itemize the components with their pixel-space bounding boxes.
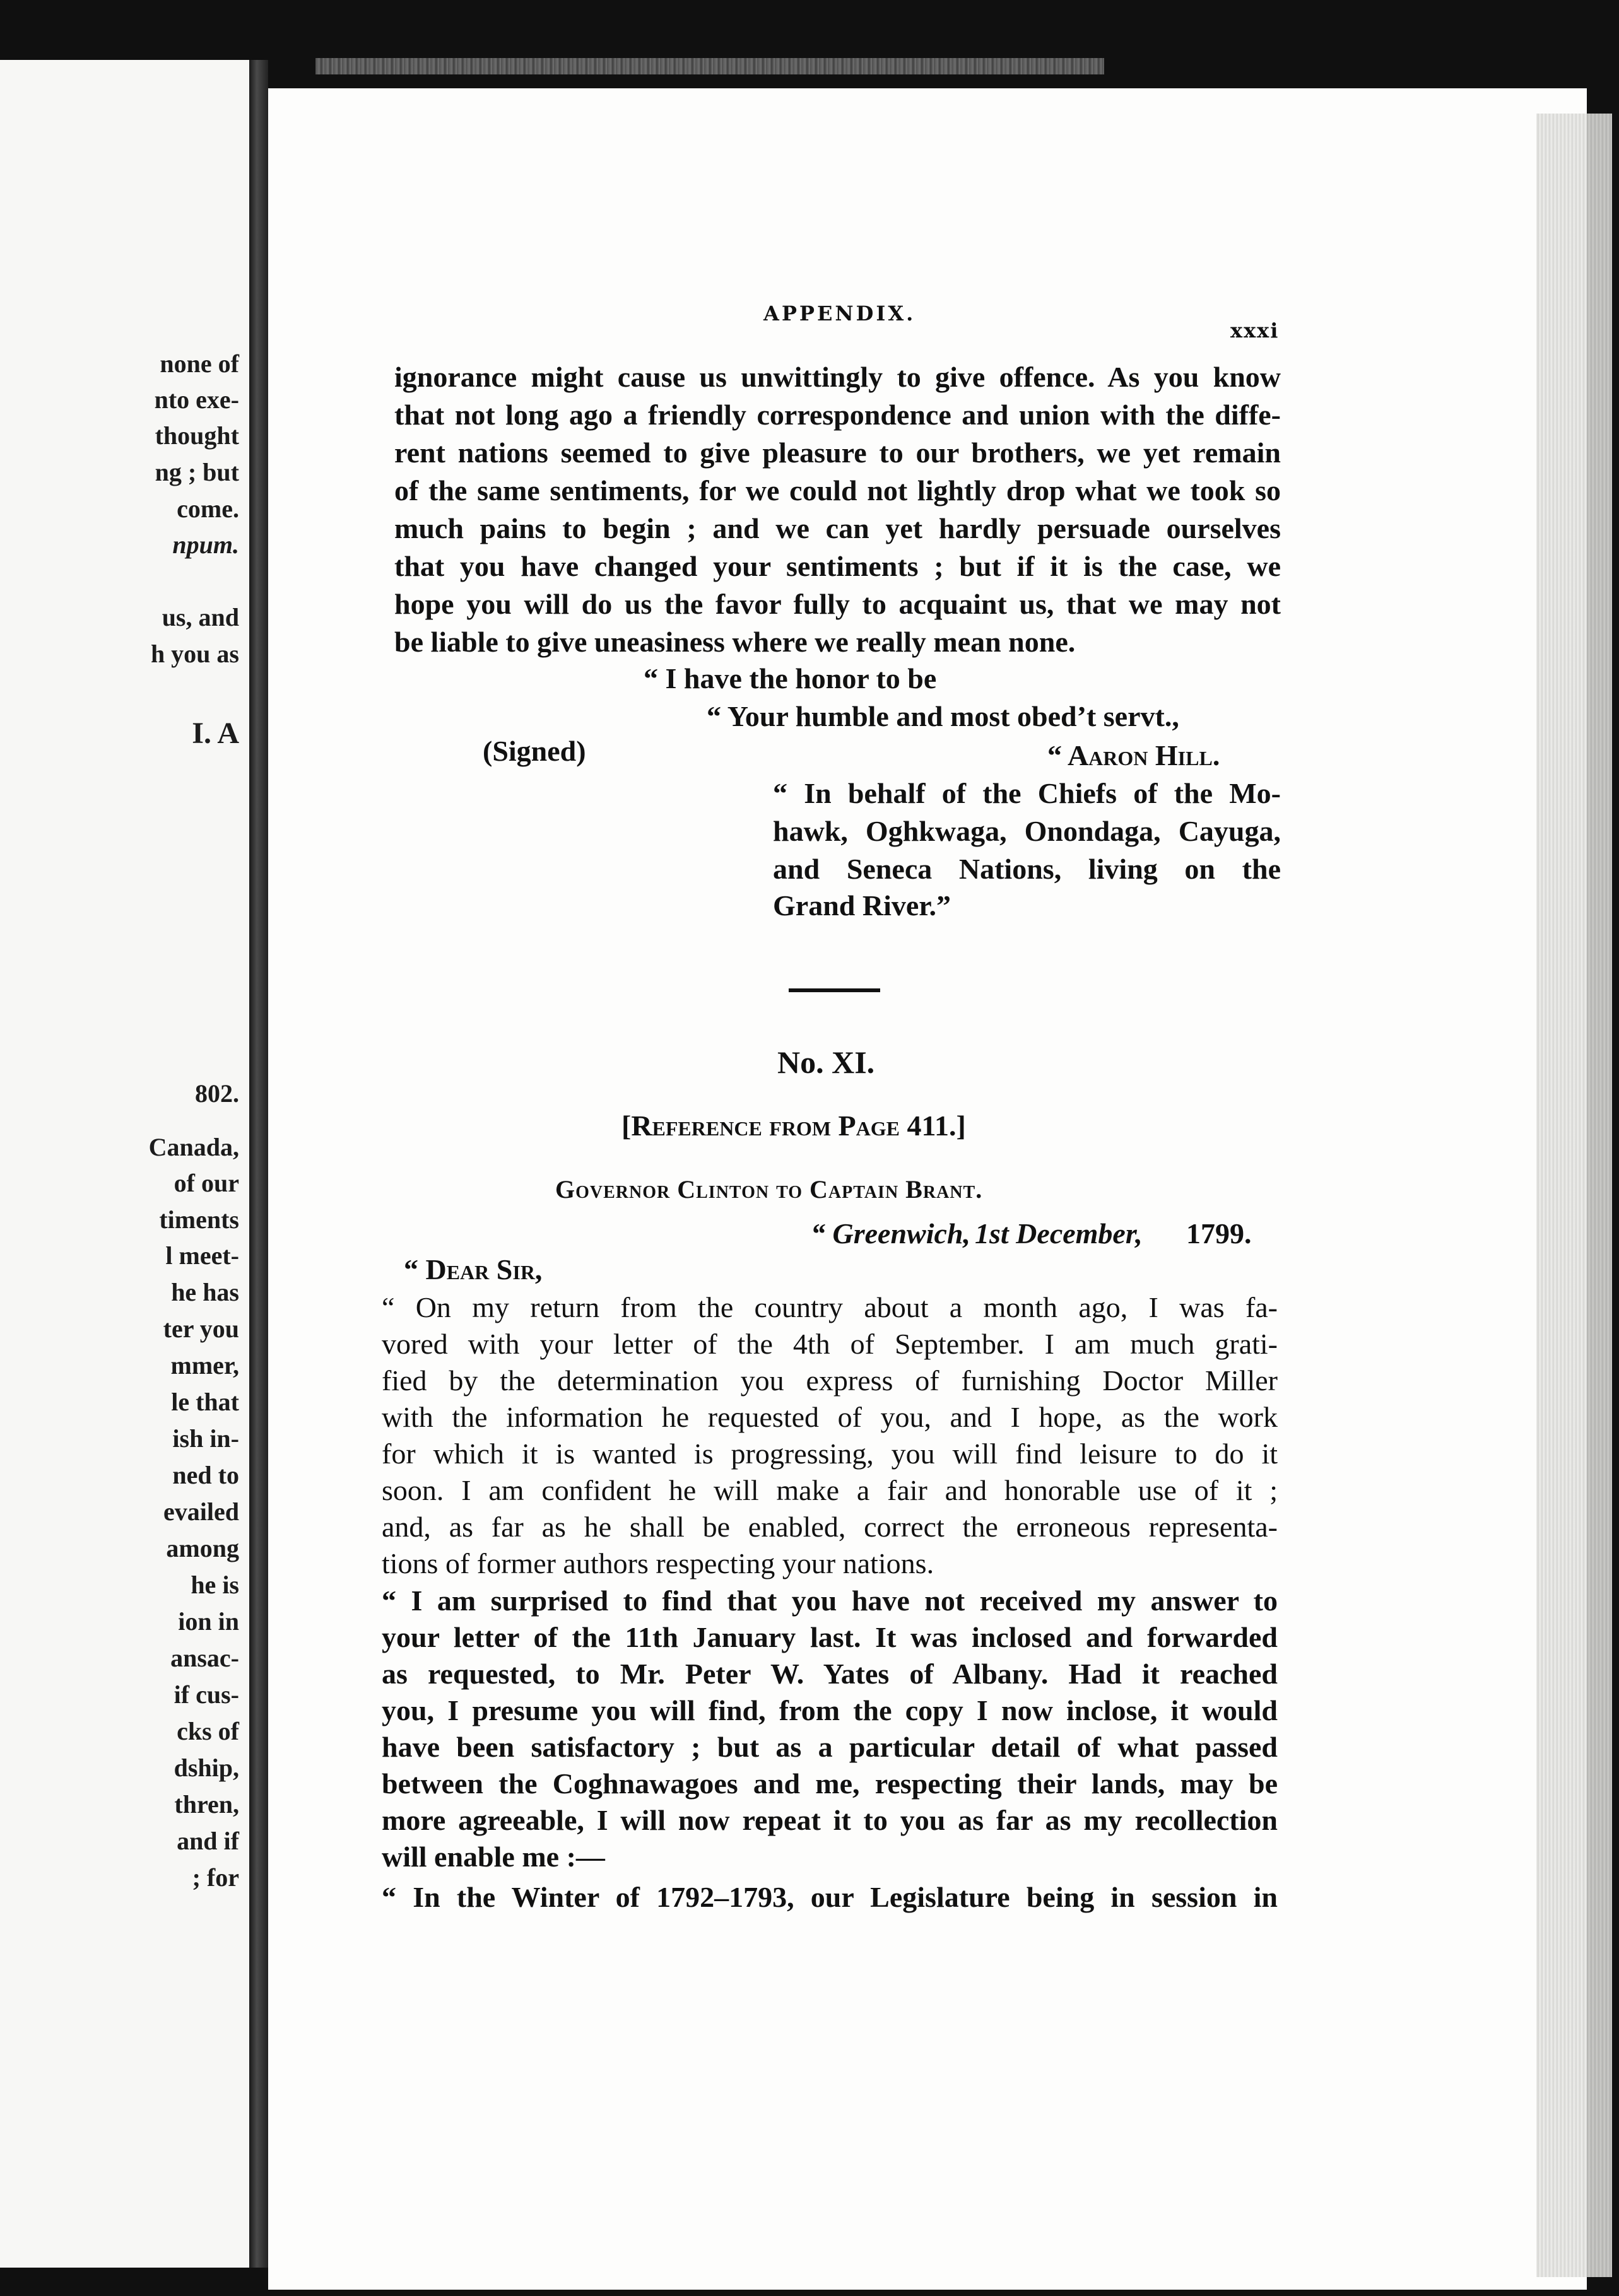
left-page-line: ish in- bbox=[172, 1424, 239, 1453]
body-line: with the information he requested of you, and I hope, as the work bbox=[382, 1401, 1278, 1433]
body-line: you, I presume you will find, from the copy I now inclose, it would bbox=[382, 1694, 1278, 1726]
left-page-line: he has bbox=[171, 1278, 239, 1306]
behalf-line: hawk, Oghkwaga, Onondaga, Cayuga, bbox=[773, 815, 1281, 847]
salutation: “ Dear Sir, bbox=[404, 1253, 543, 1286]
left-page-line: if cus- bbox=[174, 1680, 239, 1709]
left-page-line: npum. bbox=[172, 530, 239, 559]
dateline-year: 1799. bbox=[1186, 1217, 1252, 1250]
body-line: your letter of the 11th January last. It was inclosed and forwarded bbox=[382, 1621, 1278, 1653]
left-page-line: he is bbox=[191, 1571, 239, 1599]
left-page-line: ansac- bbox=[170, 1644, 239, 1672]
left-page-line: us, and bbox=[162, 603, 239, 631]
left-page-line: thren, bbox=[174, 1790, 239, 1819]
body-line: “ In the Winter of 1792–1793, our Legislature being in session in bbox=[382, 1881, 1278, 1913]
left-page-line: among bbox=[166, 1534, 239, 1562]
behalf-line: Grand River.” bbox=[773, 889, 951, 922]
closing-line: “ Your humble and most obed’t servt., bbox=[707, 700, 1179, 732]
body-line: for which it is wanted is progressing, you will find leisure to do it bbox=[382, 1438, 1278, 1470]
letter-title: Governor Clinton to Captain Brant. bbox=[555, 1175, 983, 1204]
left-page-line: and if bbox=[177, 1827, 239, 1855]
behalf-line: and Seneca Nations, living on the bbox=[773, 853, 1281, 885]
body-line: more agreeable, I will now repeat it to you as far as my recollection bbox=[382, 1804, 1278, 1836]
body-line: and, as far as he shall be enabled, correct the erroneous representa- bbox=[382, 1511, 1278, 1543]
body-line: fied by the determination you express of furnishing Doctor Miller bbox=[382, 1364, 1278, 1397]
left-page-line: ion in bbox=[178, 1607, 239, 1636]
left-page-line: le that bbox=[171, 1388, 239, 1416]
dateline-day: 1st December, bbox=[975, 1217, 1143, 1250]
page-number: xxxi bbox=[1230, 319, 1280, 343]
left-page-line: 802. bbox=[195, 1079, 239, 1108]
body-line: be liable to give uneasiness where we really mean none. bbox=[394, 626, 1076, 658]
signed-label: (Signed) bbox=[483, 735, 586, 767]
left-page-line: timents bbox=[159, 1205, 239, 1234]
body-line: “ On my return from the country about a month ago, I was fa- bbox=[382, 1291, 1278, 1323]
left-page-line: come. bbox=[177, 495, 239, 523]
left-page-line: I. A bbox=[192, 717, 239, 750]
body-line: rent nations seemed to give pleasure to our brothers, we yet remain bbox=[394, 436, 1281, 469]
body-line: of the same sentiments, for we could not lightly drop what we took so bbox=[394, 474, 1281, 507]
left-page-line: Canada, bbox=[148, 1133, 239, 1161]
left-page bbox=[0, 60, 249, 2268]
left-page-line: of our bbox=[174, 1169, 239, 1197]
left-page-line: none of bbox=[160, 349, 239, 378]
body-line: soon. I am confident he will make a fair and honorable use of it ; bbox=[382, 1474, 1278, 1506]
left-page-line: mmer, bbox=[170, 1351, 239, 1379]
signature: “ Aaron Hill. bbox=[1047, 739, 1220, 771]
left-page-line: evailed bbox=[163, 1497, 239, 1526]
body-line: that not long ago a friendly correspondence and union with the diffe- bbox=[394, 399, 1281, 431]
left-page-line: h you as bbox=[150, 640, 239, 668]
left-page-line: l meet- bbox=[165, 1241, 239, 1270]
left-page-line: nto exe- bbox=[154, 385, 239, 414]
dateline-place: “ Greenwich, bbox=[811, 1217, 970, 1250]
body-line: “ I am surprised to find that you have not received my answer to bbox=[382, 1584, 1278, 1617]
body-line: much pains to begin ; and we can yet hardly persuade ourselves bbox=[394, 512, 1281, 544]
reference-line: [Reference from Page 411.] bbox=[621, 1110, 966, 1142]
left-page-line: ng ; but bbox=[155, 458, 239, 486]
scan-artifact bbox=[315, 58, 1104, 74]
left-page-line: dship, bbox=[174, 1754, 239, 1782]
closing-line: “ I have the honor to be bbox=[644, 662, 937, 694]
body-line: that you have changed your sentiments ; but if it is the case, we bbox=[394, 550, 1281, 582]
left-page-line: ter you bbox=[163, 1315, 239, 1343]
section-number: No. XI. bbox=[777, 1045, 875, 1080]
body-line: hope you will do us the favor fully to acquaint us, that we may not bbox=[394, 588, 1281, 620]
running-header: APPENDIX. bbox=[763, 302, 916, 325]
body-line: will enable me :— bbox=[382, 1841, 605, 1873]
body-line: as requested, to Mr. Peter W. Yates of Albany. Had it reached bbox=[382, 1658, 1278, 1690]
left-page-line: thought bbox=[155, 421, 239, 450]
body-line: between the Coghnawagoes and me, respecting their lands, may be bbox=[382, 1767, 1278, 1800]
left-page-line: ned to bbox=[172, 1461, 239, 1489]
body-line: tions of former authors respecting your nations. bbox=[382, 1547, 934, 1579]
left-page-line: cks of bbox=[177, 1717, 239, 1745]
body-line: have been satisfactory ; but as a particular detail of what passed bbox=[382, 1731, 1278, 1763]
left-page-line: ; for bbox=[192, 1863, 239, 1892]
body-line: vored with your letter of the 4th of September. I am much grati- bbox=[382, 1328, 1278, 1360]
section-rule bbox=[789, 988, 880, 992]
book-gutter bbox=[249, 60, 268, 2268]
page-edge bbox=[1536, 114, 1612, 2277]
body-line: ignorance might cause us unwittingly to give offence. As you know bbox=[394, 361, 1281, 393]
behalf-line: “ In behalf of the Chiefs of the Mo- bbox=[773, 777, 1281, 809]
